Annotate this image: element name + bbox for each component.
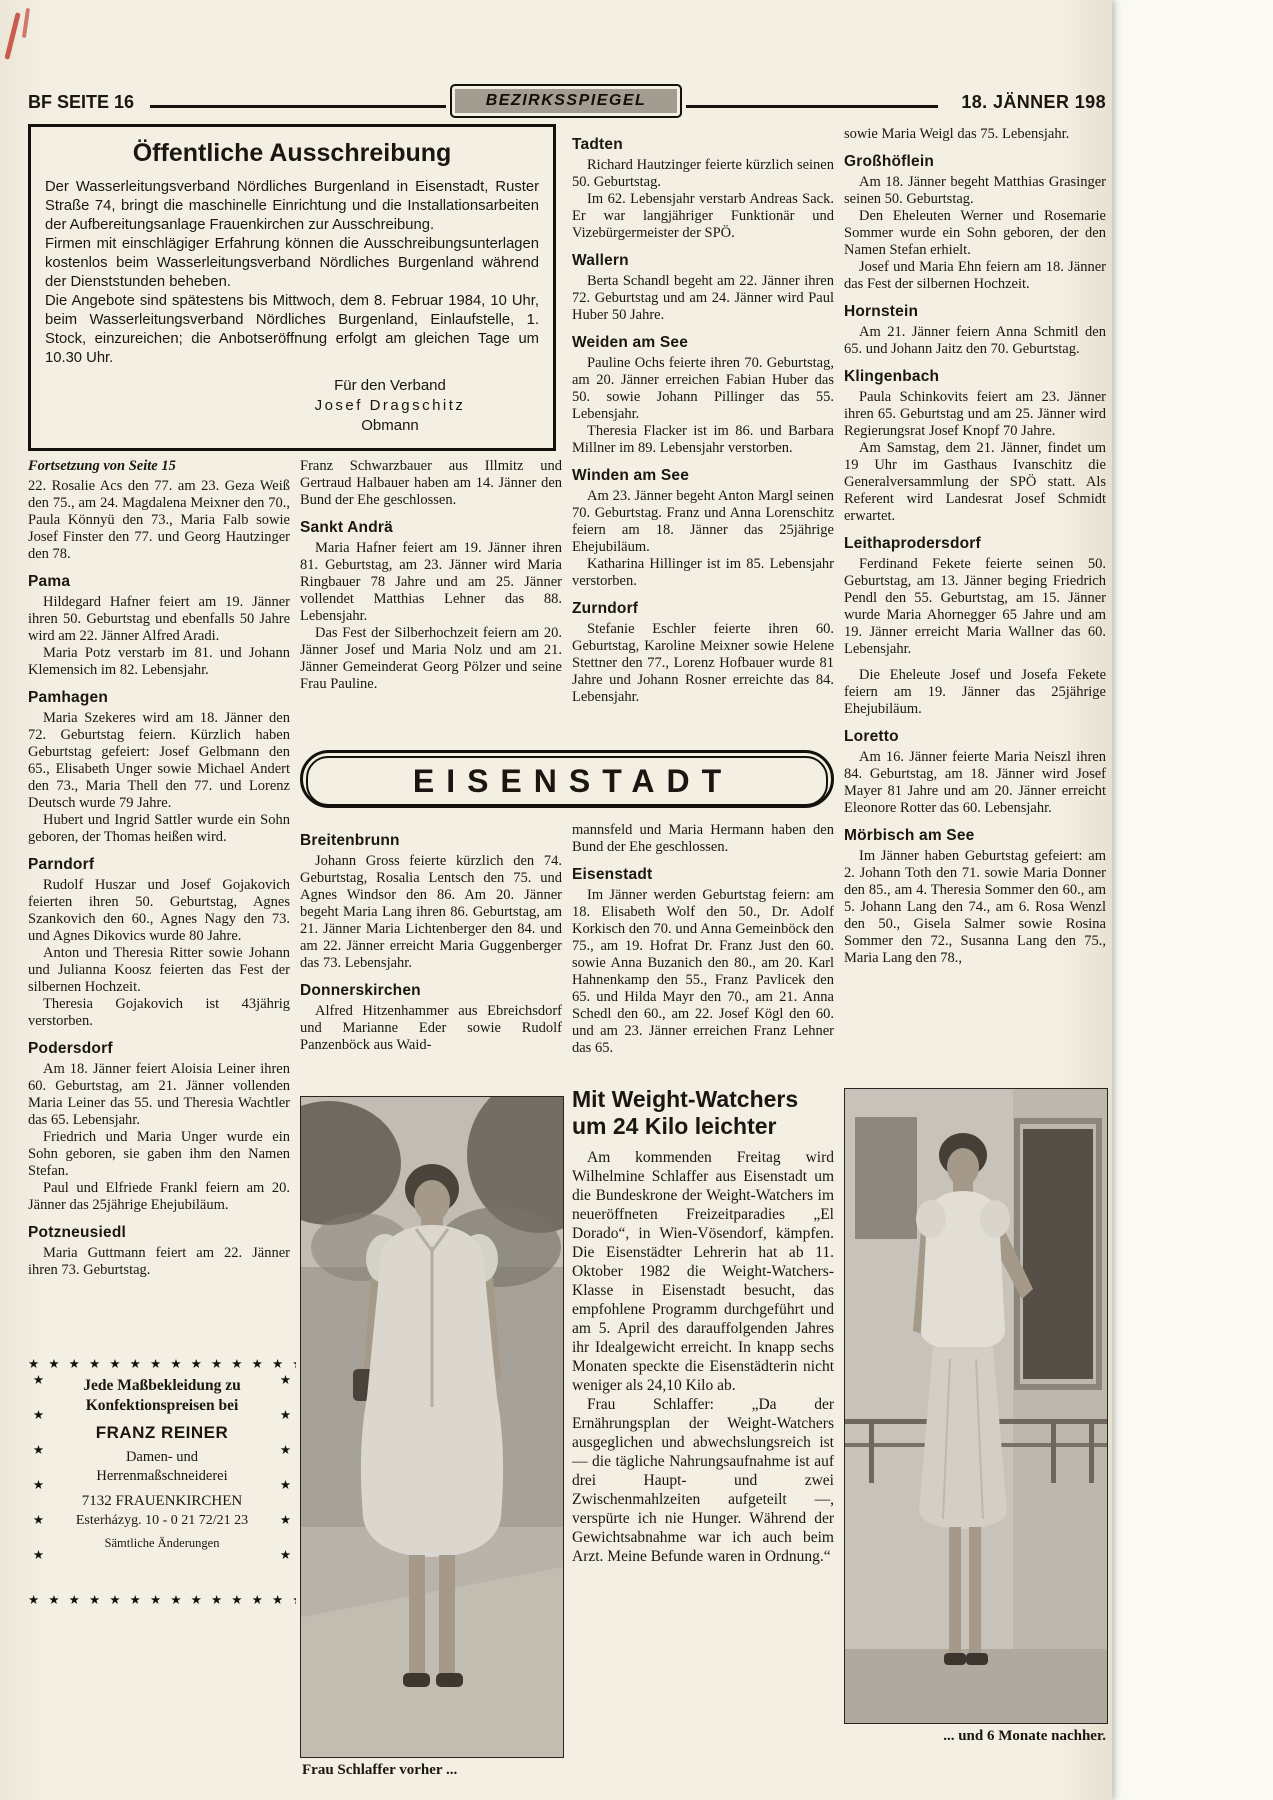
header-rule [150,105,446,108]
star-border-left-icon [31,1372,46,1592]
section-heading-klingenbach: Klingenbach [844,368,940,385]
ad-business-name: FRANZ REINER [95,1423,229,1442]
paragraph: Im Jänner haben Geburtstag gefeiert: am 2. Johann Toth den 71. sowie Maria Donner den 85., am 4. Theresia Sommer den 60., am 5. Johann Lang den 74., am 6. Rosa Wenzl den 50., Gisela Salmer sowie Rosina Sommer den 72., Susanna Lang den 75., Maria Lang den 78., [844,848,1106,966]
star-border-top-icon [28,1356,296,1372]
section-heading-eisenstadt: Eisenstadt [572,866,653,883]
column-3-upper [572,126,834,706]
column-1 [28,458,290,1279]
star-border-bottom-icon [28,1592,296,1608]
section-heading-pama: Pama [28,573,71,590]
paragraph: Maria Potz verstarb im 81. und Johann Klemensich im 82. Lebensjahr. [28,645,290,678]
issue-date: 18. JÄNNER 198 [961,92,1106,112]
paragraph: Rudolf Huszar und Josef Gojakovich feierten ihren 50. Geburtstag, Agnes Szankovich den 60., Agnes Nagy den 73. und Agnes Dikovics wurde 80 Jahre. [28,877,290,944]
paragraph: Maria Hafner feiert am 19. Jänner ihren 81. Geburtstag, am 23. Jänner wird Maria Ringbauer 78 Jahre und am 25. Jänner vollendet Matthias Lehner das 88. Lebensjahr. [300,540,562,624]
header-rule [686,105,938,108]
paragraph: Im Jänner werden Geburtstag feiern: am 18. Elisabeth Wolf den 50., Dr. Adolf Korkisch den 70. und Anna Gemeinböck den 75., am 19. Hofrat Dr. Franz Just den 60. sowie Anna Buzanich den 80., am 20. Karl Hahnenkamp den 55., Franz Pavlicek den 65. und Hilda Mayr den 70., am 21. Anna Schedl den 60., am 22. Josef Kögl den 60. und am 23. Jänner erreichen Franz Lehner das 65. [572,887,834,1056]
paragraph: Den Eheleuten Werner und Rosemarie Sommer wurde ein Sohn geboren, der den Namen Stefan erhielt. [844,208,1106,258]
ad-description-line: Damen- und [125,1449,199,1465]
tender-notice-box [28,124,556,451]
paragraph: Die Angebote sind spätestens bis Mittwoch, dem 8. Februar 1984, 10 Uhr, beim Wasserleitungsverband Nördliches Burgenland, Einlaufstelle, 1. Stock, einzureichen; die Anbotseröffnung erfolgt am gleichen Tage um 10.30 Uhr. [45,293,539,366]
photo-after-image [845,1089,1107,1723]
masthead-box [450,84,682,118]
section-heading-wallern: Wallern [572,252,629,269]
signature-role: Obmann [361,417,419,434]
paragraph: Josef und Maria Ehn feiern am 18. Jänner das Fest der silbernen Hochzeit. [844,259,1106,292]
section-heading-pamhagen: Pamhagen [28,689,108,706]
column-2-lower [300,822,562,1054]
paragraph: Frau Schlaffer: „Da der Ernährungsplan der Weight-Watchers ausgeglichen und abwechslungsreich ist — die tägliche Nahrungsaufnahme ist auf drei Haupt- und zwei Zwischenmahlzeiten aufgeteilt —, verspürte ich nie Hunger. Während der Gewichtsabnahme war ich auch beim Arzt. Meine Befunde waren in Ordnung.“ [572,1396,834,1565]
photo-before [300,1096,564,1758]
page-number: BF SEITE 16 [28,92,135,112]
article-headline: um 24 Kilo leichter [572,1113,777,1139]
paragraph: Stefanie Eschler feierte ihren 60. Geburtstag, Karoline Meixner sowie Helene Stettner den 77., Lorenz Hofbauer wurde 81 Jahre und Johann Rosner erreichte das 84. Lebensjahr. [572,621,834,705]
signature-line: Für den Verband [334,377,446,394]
paragraph: Am 23. Jänner begeht Anton Margl seinen 70. Geburtstag. Franz und Anna Lorenschitz feiern am 18. Jänner das 25jährige Ehejubiläum. [572,488,834,555]
section-heading-potzneusiedl: Potzneusiedl [28,1224,126,1241]
paragraph: mannsfeld und Maria Hermann haben den Bund der Ehe geschlossen. [572,822,834,855]
paragraph: Hildegard Hafner feiert am 19. Jänner ihren 50. Geburtstag und ebenfalls 50 Jahre wird am 22. Jänner Alfred Aradi. [28,594,290,644]
photo-after [844,1088,1108,1724]
paragraph: Johann Gross feierte kürzlich den 74. Geburtstag, Rosalia Lentsch den 75. und Agnes Windsor den 86. Am 20. Jänner begeht Maria Lang ihren 86. Geburtstag, am 21. Jänner Maria Lichtenberger den 84. und am 22. Jänner erreicht Maria Guggenberger das 73. Lebensjahr. [300,853,562,971]
section-heading-donnerskirchen: Donnerskirchen [300,982,421,999]
ad-slogan-line: Jede Maßbekleidung zu [83,1377,241,1394]
paragraph: Berta Schandl begeht am 22. Jänner ihren 72. Geburtstag und am 24. Jänner wird Paul Huber 50 Jahre. [572,273,834,323]
ad-address-phone: Esterházyg. 10 - 0 21 72/21 23 [75,1513,249,1528]
photo-before-caption: Frau Schlaffer vorher ... [302,1762,458,1778]
paragraph: Am 18. Jänner feiert Aloisia Leiner ihren 60. Geburtstag, am 21. Jänner vollenden Maria Leiner das 55. und Theresia Wachtler das 65. Lebensjahr. [28,1061,290,1128]
tender-title: Öffentliche Ausschreibung [132,139,452,167]
section-heading-zurndorf: Zurndorf [572,600,639,617]
paragraph: Theresia Flacker ist im 86. und Barbara Millner im 89. Lebensjahr verstorben. [572,423,834,456]
paragraph: 22. Rosalie Acs den 77. am 23. Geza Weiß den 75., am 24. Magdalena Meixner den 70., Paula Könnyü den 73., Maria Falb sowie Josef Finster den 77. und Georg Hautzinger den 78. [28,478,290,562]
section-heading-sankt-andrae: Sankt Andrä [300,519,393,536]
section-heading-podersdorf: Podersdorf [28,1040,113,1057]
photo-before-image [301,1097,563,1757]
ad-note: Sämtliche Änderungen [104,1536,220,1550]
photo-after-caption: ... und 6 Monate nachher. [943,1728,1106,1744]
column-2-upper [300,458,562,693]
paragraph: Paul und Elfriede Frankl feiern am 20. Jänner das 25jährige Ehejubiläum. [28,1180,290,1213]
weight-watchers-article [572,1086,834,1566]
section-heading-grosshoeflein: Großhöflein [844,153,935,170]
paragraph: Franz Schwarzbauer aus Illmitz und Gertraud Halbauer haben am 14. Jänner den Bund der Ehe geschlossen. [300,458,562,508]
section-heading-tadten: Tadten [572,136,623,153]
paragraph: Am kommenden Freitag wird Wilhelmine Schlaffer aus Eisenstadt um die Bundeskrone der Weight-Watchers im neueröffneten Freizeitparadies „El Dorado“, in Wien-Vösendorf, kämpfen. Die Eisenstädter Lehrerin hat ab 11. Oktober 1982 die Weight-Watchers-Klasse in Eisenstadt besucht, das empfohlene Programm durchgeführt und am 5. April des darauffolgenden Jahres ihr Idealgewicht erreicht. In knapp sechs Monaten speckte die Eisenstädterin nicht weniger als 24,10 Kilo ab. [572,1149,834,1394]
paragraph: Das Fest der Silberhochzeit feiern am 20. Jänner Josef und Maria Nolz und am 21. Jänner Gemeinderat Georg Pölzer und seine Frau Pauline. [300,625,562,692]
paragraph: Anton und Theresia Ritter sowie Johann und Julianna Koosz feierten das Fest der silbernen Hochzeit. [28,945,290,995]
paragraph: Hubert und Ingrid Sattler wurde ein Sohn geboren, der Thomas heißen wird. [28,812,290,845]
tailor-advertisement [28,1356,296,1608]
article-headline: Mit Weight-Watchers [572,1086,799,1112]
section-heading-hornstein: Hornstein [844,303,919,320]
star-border-right-icon [278,1372,293,1592]
paragraph: Pauline Ochs feierte ihren 70. Geburtstag, am 20. Jänner erreichen Fabian Huber das 50. sowie Johann Pillinger das 55. Lebensjahr. [572,355,834,422]
paragraph: Alfred Hitzenhammer aus Ebreichsdorf und Marianne Eder sowie Rudolf Panzenböck aus Waid- [300,1003,562,1053]
paragraph: Die Eheleute Josef und Josefa Fekete feiern am 19. Jänner das 25jährige Ehejubiläum. [844,667,1106,717]
paragraph: Am 21. Jänner feiern Anna Schmitl den 65. und Johann Jaitz den 70. Geburtstag. [844,324,1106,357]
column-3-lower [572,822,834,1057]
signature-block [275,376,505,436]
column-4 [844,126,1106,967]
section-heading-parndorf: Parndorf [28,856,95,873]
section-heading-breitenbrunn: Breitenbrunn [300,832,400,849]
paragraph: Richard Hautzinger feierte kürzlich seinen 50. Geburtstag. [572,157,834,190]
paragraph: Theresia Gojakovich ist 43jährig verstorben. [28,996,290,1029]
section-heading-weiden-am-see: Weiden am See [572,334,689,351]
ad-slogan-line: Konfektionspreisen bei [85,1397,239,1414]
masthead-title: BEZIRKSSPIEGEL [455,89,677,113]
continuation-note: Fortsetzung von Seite 15 [28,458,176,474]
paragraph: Am Samstag, dem 21. Jänner, findet um 19 Uhr im Gasthaus Ivanschitz die Generalversammlung der SPÖ statt. Als Referent wird Landesrat Josef Schmidt erwartet. [844,440,1106,524]
section-heading-leithaprodersdorf: Leithaprodersdorf [844,535,981,552]
advertisement-content [50,1376,274,1551]
paragraph: sowie Maria Weigl das 75. Lebensjahr. [844,126,1070,142]
signature-name: Josef Dragschitz [314,397,466,414]
section-heading-loretto: Loretto [844,728,899,745]
paragraph: Im 62. Lebensjahr verstarb Andreas Sack. Er war langjähriger Funktionär und Vizebürgermeister der SPÖ. [572,191,834,241]
paragraph: Paula Schinkovits feiert am 23. Jänner ihren 65. Geburtstag und am 25. Jänner wird Regierungsrat Josef Knopf 70 Jahre. [844,389,1106,439]
paragraph: Der Wasserleitungsverband Nördliches Burgenland in Eisenstadt, Ruster Straße 74, bringt die maschinelle Einrichtung und die Installationsarbeiten der Aufbereitungsanlage Frauenkirchen zur Ausschreibung. [45,179,539,233]
paragraph: Katharina Hillinger ist im 85. Lebensjahr verstorben. [572,556,834,589]
eisenstadt-banner-box [300,750,834,808]
paragraph: Maria Guttmann feiert am 22. Jänner ihren 73. Geburtstag. [28,1245,290,1278]
section-heading-winden-am-see: Winden am See [572,467,690,484]
ad-city: 7132 FRAUENKIRCHEN [81,1493,243,1509]
section-heading-moerbisch-am-see: Mörbisch am See [844,827,975,844]
paragraph: Friedrich und Maria Unger wurde ein Sohn geboren, sie gaben ihm den Namen Stefan. [28,1129,290,1179]
eisenstadt-banner-title: EISENSTADT [306,756,828,806]
paragraph: Am 18. Jänner begeht Matthias Grasinger seinen 50. Geburtstag. [844,174,1106,207]
paragraph: Firmen mit einschlägiger Erfahrung können die Ausschreibungsunterlagen kostenlos beim Wasserleitungsverband Nördliches Burgenland während der Dienststunden beheben. [45,236,539,290]
ad-description-line: Herrenmaßschneiderei [96,1468,228,1484]
paragraph: Am 16. Jänner feierte Maria Neiszl ihren 84. Geburtstag, am 18. Jänner wird Josef Mayer 81 Jahre und am 20. Jänner erreicht Eleonore Rotter das 60. Lebensjahr. [844,749,1106,816]
paragraph: Ferdinand Fekete feierte seinen 50. Geburtstag, am 13. Jänner beging Friedrich Pendl den 55. Geburtstag, am 15. Jänner wurde Maria Ahornegger 65 Jahre und am 19. Jänner erreicht Maria Wallner das 60. Lebensjahr. [844,556,1106,657]
paragraph: Maria Szekeres wird am 18. Jänner den 72. Geburtstag feiern. Kürzlich haben Geburtstag gefeiert: Josef Gelbmann den 65., Elisabeth Unger sowie Michael Andert den 73., Maria Thell den 77. und Lorenz Deutsch wurde 79 Jahre. [28,710,290,811]
